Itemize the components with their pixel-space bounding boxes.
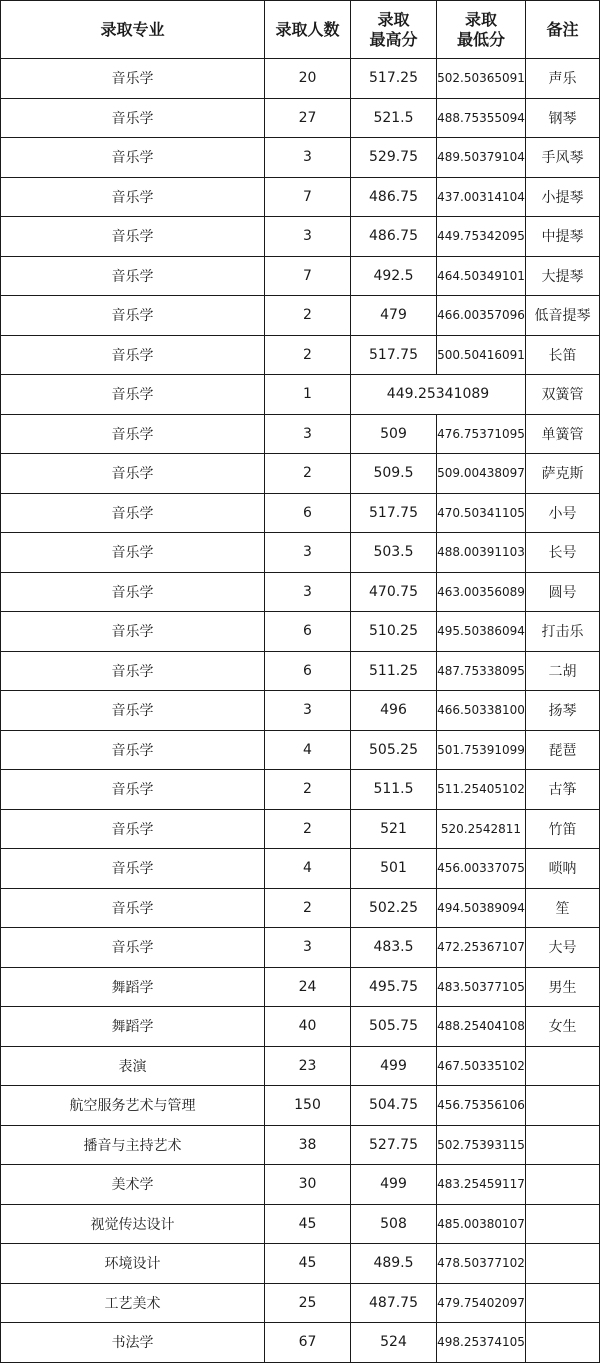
cell-min-score: 488.75355094 (437, 98, 526, 138)
cell-major: 音乐学 (1, 572, 265, 612)
cell-count: 2 (265, 809, 351, 849)
cell-major: 音乐学 (1, 296, 265, 336)
cell-major: 音乐学 (1, 177, 265, 217)
cell-min-score: 466.50338100 (437, 691, 526, 731)
cell-count: 6 (265, 612, 351, 652)
table-row (1, 849, 600, 889)
cell-max-score: 504.75 (351, 1086, 437, 1126)
table-row (1, 138, 600, 178)
cell-count: 45 (265, 1204, 351, 1244)
cell-major: 舞蹈学 (1, 1007, 265, 1047)
table-row (1, 296, 600, 336)
cell-min-score: 488.00391103 (437, 533, 526, 573)
cell-note: 唢呐 (526, 849, 600, 889)
cell-note: 长笛 (526, 335, 600, 375)
header-note: 备注 (526, 1, 600, 59)
cell-min-score: 466.00357096 (437, 296, 526, 336)
table-row (1, 335, 600, 375)
cell-count: 40 (265, 1007, 351, 1047)
cell-max-score: 495.75 (351, 967, 437, 1007)
table-row (1, 493, 600, 533)
cell-major: 书法学 (1, 1323, 265, 1363)
cell-major: 音乐学 (1, 849, 265, 889)
cell-max-score: 487.75 (351, 1283, 437, 1323)
table-row (1, 809, 600, 849)
table-row (1, 612, 600, 652)
cell-count: 2 (265, 888, 351, 928)
cell-count: 2 (265, 335, 351, 375)
cell-count: 6 (265, 651, 351, 691)
cell-major: 舞蹈学 (1, 967, 265, 1007)
cell-max-score: 524 (351, 1323, 437, 1363)
cell-min-score: 487.75338095 (437, 651, 526, 691)
cell-min-score: 456.75356106 (437, 1086, 526, 1126)
cell-major: 环境设计 (1, 1244, 265, 1284)
cell-max-score: 499 (351, 1046, 437, 1086)
cell-min-score: 476.75371095 (437, 414, 526, 454)
cell-major: 播音与主持艺术 (1, 1125, 265, 1165)
cell-max-score: 517.75 (351, 493, 437, 533)
cell-count: 3 (265, 414, 351, 454)
cell-min-score: 500.50416091 (437, 335, 526, 375)
cell-max-score: 501 (351, 849, 437, 889)
cell-count: 67 (265, 1323, 351, 1363)
table-row (1, 770, 600, 810)
cell-min-score: 483.25459117 (437, 1165, 526, 1205)
cell-min-score: 501.75391099 (437, 730, 526, 770)
cell-major: 音乐学 (1, 375, 265, 415)
cell-note: 圆号 (526, 572, 600, 612)
header-min-line2: 最低分 (456, 29, 505, 49)
cell-count: 38 (265, 1125, 351, 1165)
table-row (1, 454, 600, 494)
table-row (1, 217, 600, 257)
cell-note: 双簧管 (526, 375, 600, 415)
cell-major: 音乐学 (1, 809, 265, 849)
cell-count: 20 (265, 59, 351, 99)
table-row (1, 1046, 600, 1086)
cell-count: 25 (265, 1283, 351, 1323)
cell-major: 音乐学 (1, 98, 265, 138)
cell-count: 1 (265, 375, 351, 415)
cell-note: 钢琴 (526, 98, 600, 138)
cell-max-score: 521 (351, 809, 437, 849)
cell-note: 萨克斯 (526, 454, 600, 494)
cell-count: 150 (265, 1086, 351, 1126)
cell-major: 音乐学 (1, 493, 265, 533)
cell-major: 音乐学 (1, 651, 265, 691)
cell-min-score: 509.00438097 (437, 454, 526, 494)
cell-max-score: 517.25 (351, 59, 437, 99)
cell-major: 音乐学 (1, 138, 265, 178)
cell-max-score: 511.5 (351, 770, 437, 810)
cell-count: 3 (265, 217, 351, 257)
cell-min-score: 467.50335102 (437, 1046, 526, 1086)
table-row (1, 1125, 600, 1165)
cell-min-score: 470.50341105 (437, 493, 526, 533)
cell-min-score: 502.50365091 (437, 59, 526, 99)
table-row (1, 256, 600, 296)
table-row (1, 888, 600, 928)
cell-count: 3 (265, 533, 351, 573)
cell-max-score: 470.75 (351, 572, 437, 612)
cell-max-score: 529.75 (351, 138, 437, 178)
cell-max-score: 486.75 (351, 177, 437, 217)
cell-major: 音乐学 (1, 612, 265, 652)
cell-max-score: 502.25 (351, 888, 437, 928)
cell-min-score: 511.25405102 (437, 770, 526, 810)
cell-min-score: 456.00337075 (437, 849, 526, 889)
cell-note (526, 1125, 600, 1165)
cell-major: 音乐学 (1, 691, 265, 731)
table-row (1, 1007, 600, 1047)
cell-max-score: 527.75 (351, 1125, 437, 1165)
cell-min-score: 478.50377102 (437, 1244, 526, 1284)
cell-note: 男生 (526, 967, 600, 1007)
cell-max-score: 511.25 (351, 651, 437, 691)
cell-major: 音乐学 (1, 335, 265, 375)
cell-min-score: 437.00314104 (437, 177, 526, 217)
cell-note: 打击乐 (526, 612, 600, 652)
cell-max-score: 483.5 (351, 928, 437, 968)
table-row (1, 1323, 600, 1363)
header-max-score (351, 1, 437, 59)
cell-major: 音乐学 (1, 59, 265, 99)
cell-major: 视觉传达设计 (1, 1204, 265, 1244)
table-row (1, 1086, 600, 1126)
cell-note: 单簧管 (526, 414, 600, 454)
cell-note: 笙 (526, 888, 600, 928)
cell-max-score: 479 (351, 296, 437, 336)
cell-max-score: 489.5 (351, 1244, 437, 1284)
table-row (1, 572, 600, 612)
cell-min-score: 472.25367107 (437, 928, 526, 968)
cell-min-score: 489.50379104 (437, 138, 526, 178)
cell-min-score: 449.75342095 (437, 217, 526, 257)
cell-note: 小提琴 (526, 177, 600, 217)
table-row (1, 928, 600, 968)
cell-count: 7 (265, 256, 351, 296)
cell-count: 3 (265, 691, 351, 731)
header-min-line1: 录取 (464, 9, 497, 29)
cell-note: 琵琶 (526, 730, 600, 770)
cell-max-score: 521.5 (351, 98, 437, 138)
header-count: 录取人数 (265, 1, 351, 59)
table-body (1, 59, 600, 1363)
cell-count: 7 (265, 177, 351, 217)
cell-note (526, 1283, 600, 1323)
cell-min-score: 464.50349101 (437, 256, 526, 296)
cell-major: 音乐学 (1, 533, 265, 573)
header-row (1, 1, 600, 59)
cell-note (526, 1046, 600, 1086)
table-row (1, 730, 600, 770)
table-row (1, 1244, 600, 1284)
cell-major: 音乐学 (1, 770, 265, 810)
cell-min-score: 495.50386094 (437, 612, 526, 652)
cell-note: 声乐 (526, 59, 600, 99)
cell-major: 音乐学 (1, 888, 265, 928)
table-row (1, 967, 600, 1007)
cell-max-score: 499 (351, 1165, 437, 1205)
table-row (1, 1283, 600, 1323)
cell-count: 3 (265, 928, 351, 968)
cell-major: 音乐学 (1, 217, 265, 257)
cell-min-score: 520.2542811 (437, 809, 526, 849)
cell-count: 4 (265, 730, 351, 770)
cell-max-score: 505.75 (351, 1007, 437, 1047)
table-row (1, 98, 600, 138)
cell-max-score: 492.5 (351, 256, 437, 296)
cell-note: 低音提琴 (526, 296, 600, 336)
cell-note: 竹笛 (526, 809, 600, 849)
cell-count: 23 (265, 1046, 351, 1086)
cell-major: 航空服务艺术与管理 (1, 1086, 265, 1126)
cell-min-score: 483.50377105 (437, 967, 526, 1007)
header-max-line2: 最高分 (369, 29, 418, 49)
cell-max-score: 505.25 (351, 730, 437, 770)
cell-count: 45 (265, 1244, 351, 1284)
cell-major: 工艺美术 (1, 1283, 265, 1323)
cell-note (526, 1204, 600, 1244)
cell-max-score: 503.5 (351, 533, 437, 573)
cell-major: 音乐学 (1, 928, 265, 968)
cell-count: 2 (265, 770, 351, 810)
cell-count: 2 (265, 296, 351, 336)
cell-max-score: 509.5 (351, 454, 437, 494)
table-row (1, 177, 600, 217)
cell-note (526, 1165, 600, 1205)
cell-count: 3 (265, 138, 351, 178)
cell-note (526, 1244, 600, 1284)
header-max-line1: 录取 (377, 9, 410, 29)
header-min-score (437, 1, 526, 59)
cell-note: 二胡 (526, 651, 600, 691)
cell-max-score: 510.25 (351, 612, 437, 652)
cell-max-score: 509 (351, 414, 437, 454)
cell-max-score: 486.75 (351, 217, 437, 257)
cell-count: 30 (265, 1165, 351, 1205)
table-row (1, 533, 600, 573)
cell-note: 手风琴 (526, 138, 600, 178)
cell-count: 27 (265, 98, 351, 138)
table-row (1, 691, 600, 731)
cell-note: 小号 (526, 493, 600, 533)
table-row (1, 59, 600, 99)
cell-count: 2 (265, 454, 351, 494)
table-row (1, 375, 600, 415)
cell-score-merged: 449.25341089 (351, 375, 526, 415)
cell-min-score: 498.25374105 (437, 1323, 526, 1363)
cell-major: 美术学 (1, 1165, 265, 1205)
cell-note: 长号 (526, 533, 600, 573)
cell-min-score: 485.00380107 (437, 1204, 526, 1244)
cell-major: 音乐学 (1, 256, 265, 296)
cell-count: 6 (265, 493, 351, 533)
cell-min-score: 502.75393115 (437, 1125, 526, 1165)
cell-note (526, 1323, 600, 1363)
table-row (1, 1204, 600, 1244)
cell-note: 大提琴 (526, 256, 600, 296)
table-row (1, 651, 600, 691)
cell-max-score: 496 (351, 691, 437, 731)
cell-note: 女生 (526, 1007, 600, 1047)
cell-min-score: 463.00356089 (437, 572, 526, 612)
cell-major: 音乐学 (1, 414, 265, 454)
cell-max-score: 508 (351, 1204, 437, 1244)
cell-note: 古筝 (526, 770, 600, 810)
cell-note: 大号 (526, 928, 600, 968)
cell-note (526, 1086, 600, 1126)
cell-min-score: 488.25404108 (437, 1007, 526, 1047)
table-row (1, 414, 600, 454)
cell-min-score: 494.50389094 (437, 888, 526, 928)
cell-count: 4 (265, 849, 351, 889)
table-row (1, 1165, 600, 1205)
cell-major: 表演 (1, 1046, 265, 1086)
cell-note: 中提琴 (526, 217, 600, 257)
cell-min-score: 479.75402097 (437, 1283, 526, 1323)
cell-major: 音乐学 (1, 730, 265, 770)
cell-count: 3 (265, 572, 351, 612)
cell-max-score: 517.75 (351, 335, 437, 375)
cell-major: 音乐学 (1, 454, 265, 494)
cell-note: 扬琴 (526, 691, 600, 731)
cell-count: 24 (265, 967, 351, 1007)
header-major: 录取专业 (1, 1, 265, 59)
